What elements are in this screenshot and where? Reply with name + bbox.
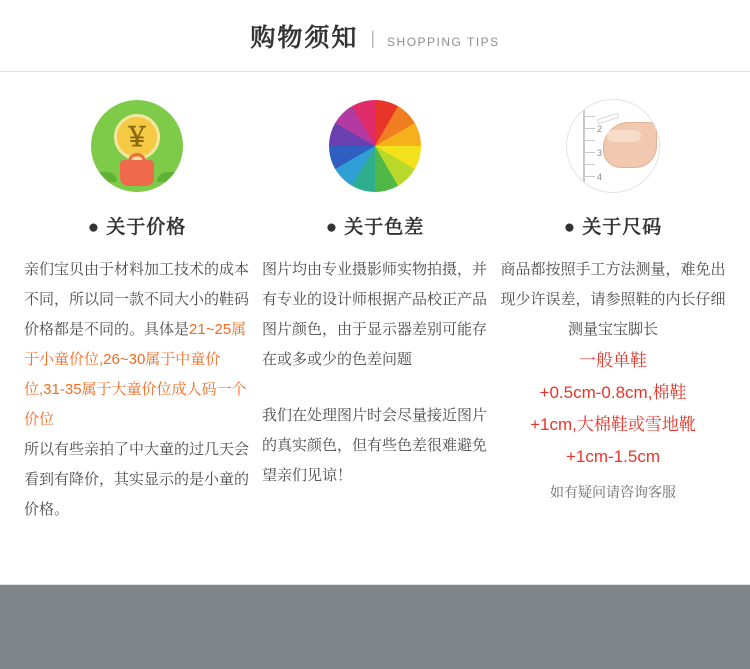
- tip-heading-color: [262, 212, 488, 239]
- paragraph: 商品都按照手工方法测量，难免出现少许误差，请参照鞋的内长仔细测量宝宝脚长: [500, 261, 726, 338]
- color-icon-wrap: [262, 94, 488, 198]
- leaf-left-icon: [99, 172, 117, 182]
- customer-service-note: 如有疑问请咨询客服: [550, 484, 676, 500]
- hand-icon: [603, 122, 657, 168]
- ruler-mark: 2: [597, 124, 603, 134]
- page-header: [0, 0, 750, 72]
- tip-heading-price: [24, 212, 250, 239]
- size-allowance-line: +1cm,大棉鞋或雪地靴: [530, 415, 696, 434]
- money-bag-icon: [120, 160, 154, 186]
- color-wheel-icon: [329, 100, 421, 192]
- ruler-measure-icon: [566, 99, 660, 193]
- tip-column-color: [256, 94, 494, 525]
- tip-heading-size: [500, 212, 726, 239]
- leaf-right-icon: [157, 172, 175, 182]
- page-subtitle: SHOPPING TIPS: [387, 35, 500, 49]
- size-allowance-line: +1cm-1.5cm: [566, 447, 660, 466]
- bullet-dot: ●: [563, 217, 577, 238]
- bullet-dot: ●: [87, 217, 101, 238]
- page-title: 购物须知: [250, 24, 359, 52]
- size-allowance-block: [500, 345, 726, 473]
- size-icon-wrap: [500, 94, 726, 198]
- ruler-mark: 3: [597, 148, 603, 158]
- tip-heading-size-label: 关于尺码: [582, 217, 663, 238]
- finger-shape: [607, 130, 641, 142]
- tip-heading-color-label: 关于色差: [344, 217, 425, 238]
- price-icon-wrap: [24, 94, 250, 198]
- footer-band: [0, 585, 750, 669]
- tips-columns: [0, 72, 750, 525]
- text-run-highlight: 21~25属于小童价位,26~30属于中童价位,31-35属于大童价位成人码一个价位: [24, 321, 247, 428]
- tip-column-price: [18, 94, 256, 525]
- coin-yen-symbol: ￥: [114, 114, 160, 160]
- tip-body-price: [24, 255, 250, 525]
- paragraph: 图片均由专业摄影师实物拍摄，并有专业的设计师根据产品校正产品图片颜色，由于显示器差别可能存在或多或少的色差问题: [262, 261, 488, 368]
- text-run: 亲们宝贝由于材料加工技术的成本不同，所以同一款不同大小的鞋码价格都是不同的。: [24, 261, 250, 338]
- header-divider: [0, 71, 750, 72]
- header-inner: [250, 18, 499, 54]
- tip-body-color: [262, 255, 488, 491]
- tip-heading-price-label: 关于价格: [106, 217, 187, 238]
- ruler-mark: 4: [597, 172, 603, 182]
- size-allowance-line: 一般单鞋: [579, 351, 647, 370]
- tip-column-size: [494, 94, 732, 525]
- paragraph: 我们在处理图片时会尽量接近图片的真实颜色，但有些色差很难避免望亲们见谅！: [262, 407, 488, 484]
- tip-body-size: [500, 255, 726, 507]
- size-allowance-line: +0.5cm-0.8cm,棉鞋: [539, 383, 687, 402]
- price-coin-bag-icon: [91, 100, 183, 192]
- text-run: 具体是: [144, 321, 190, 338]
- paragraph: [24, 255, 250, 435]
- paragraph: 所以有些亲拍了中大童的过几天会看到有降价，其实显示的是小童的价格。: [24, 441, 250, 518]
- bullet-dot: ●: [325, 217, 339, 238]
- header-separator: |: [370, 28, 376, 48]
